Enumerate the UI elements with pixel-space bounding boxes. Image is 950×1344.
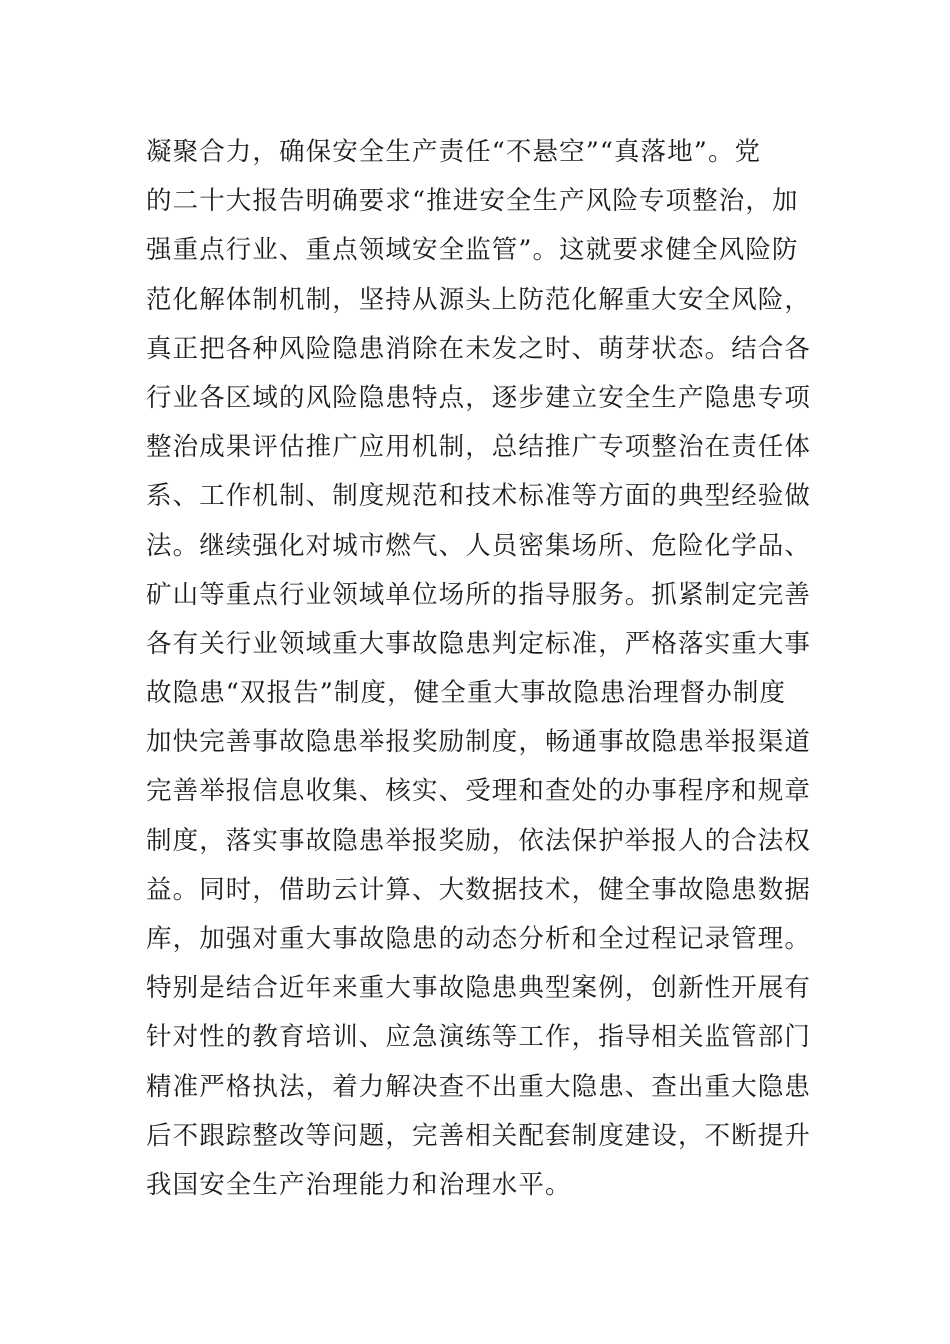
text-line: 故隐患“双报告”制度，健全重大事故隐患治理督办制度 <box>146 678 787 709</box>
text-line: 凝聚合力，确保安全生产责任“不悬空”“真落地”。党 <box>146 137 762 167</box>
text-line: 法。继续强化对城市燃气、人员密集场所、危险化学品、 <box>146 530 812 561</box>
text-line: 系、工作机制、制度规范和技术标准等方面的典型经验做 <box>146 481 812 512</box>
text-line: 真正把各种风险隐患消除在未发之时、萌芽状态。结合各 <box>146 333 812 364</box>
text-line: 的二十大报告明确要求“推进安全生产风险专项整治，加 <box>146 186 799 217</box>
text-line: 制度，落实事故隐患举报奖励，依法保护举报人的合法权 <box>146 825 812 856</box>
text-line: 库，加强对重大事故隐患的动态分析和全过程记录管理。 <box>146 924 812 954</box>
text-line: 范化解体制机制，坚持从源头上防范化解重大安全风险， <box>146 284 812 315</box>
text-line: 强重点行业、重点领域安全监管”。这就要求健全风险防 <box>146 235 799 266</box>
text-line: 完善举报信息收集、核实、受理和查处的办事程序和规章 <box>146 776 812 807</box>
body-paragraph <box>146 128 816 1210</box>
text-line: 矿山等重点行业领域单位场所的指导服务。抓紧制定完善 <box>146 579 812 610</box>
text-line: 特别是结合近年来重大事故隐患典型案例，创新性开展有 <box>146 973 812 1004</box>
text-line: 益。同时，借助云计算、大数据技术，健全事故隐患数据 <box>146 874 812 905</box>
text-line: 针对性的教育培训、应急演练等工作，指导相关监管部门 <box>146 1022 812 1053</box>
text-line: 加快完善事故隐患举报奖励制度，畅通事故隐患举报渠道 <box>146 727 812 758</box>
text-line: 各有关行业领域重大事故隐患判定标准，严格落实重大事 <box>146 628 812 659</box>
text-line: 我国安全生产治理能力和治理水平。 <box>146 1169 572 1200</box>
text-line: 后不跟踪整改等问题，完善相关配套制度建设，不断提升 <box>146 1120 812 1151</box>
text-line: 行业各区域的风险隐患特点，逐步建立安全生产隐患专项 <box>146 382 812 413</box>
text-line: 精准严格执法，着力解决查不出重大隐患、查出重大隐患 <box>146 1071 812 1102</box>
text-line: 整治成果评估推广应用机制，总结推广专项整治在责任体 <box>146 432 812 463</box>
